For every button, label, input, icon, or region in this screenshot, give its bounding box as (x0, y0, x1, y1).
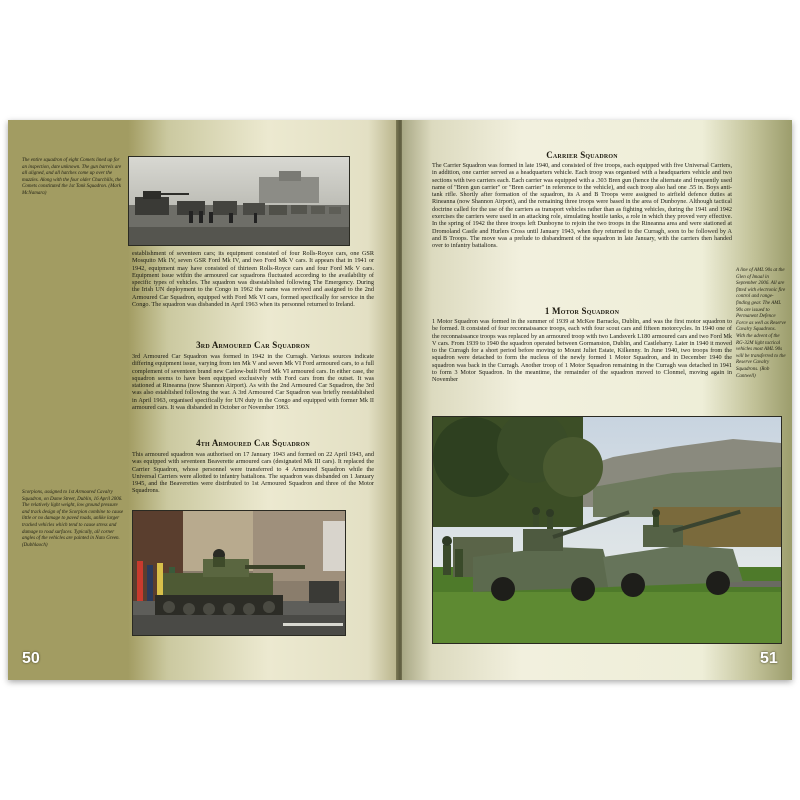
heading-4th-armoured-car-squadron: 4th Armoured Car Squadron (196, 438, 310, 448)
photo-comet-tanks (128, 156, 350, 246)
left-page (8, 120, 398, 680)
comet-tanks-image (129, 157, 349, 245)
photo-caption-side: A line of AML 90s at the Glen of Imaal in September 2006. All are fitted with electronic fire control and range-finding gear. The AML 90s are issued to Permanent Defence Force as well as Reserve Cavalry Squadrons. With the advent of the RG-32M light tactical vehicles most AML 90s will be transferred to the Reserve Cavalry Squadrons. (Rob Cantwell) (736, 268, 786, 379)
page-number-left: 50 (22, 650, 40, 667)
photo-scorpion-tank (132, 510, 346, 636)
page-number-right: 51 (760, 650, 778, 667)
heading-carrier-squadron: Carrier Squadron (546, 150, 618, 160)
scorpion-tank-image (133, 511, 345, 635)
right-page (402, 120, 792, 680)
body-text-4th-squadron: This armoured squadron was authorised on 17 January 1943 and formed on 22 April 1943, and was equipped with seventeen Beaverette armoured cars (designated Mk III cars). It replaced the Carrier Squadron, whose personnel were transferred to 4 Armoured Squadron while the Universal Carriers were allotted to infantry battalions. The squadron was disbanded on 1 January 1945, and the Beaverettes were distributed to 1st Armoured Squadron and three of the Motor Squadrons. (132, 451, 374, 495)
body-text-carrier-squadron: The Carrier Squadron was formed in late 1940, and consisted of five troops, each equipped with five Universal Carriers, in addition, one carrier served as a headquarters vehicle. Each troop was organised with a headquarters vehicle and two sections with two carriers each. Each carrier was equipped with a .303 Bren gun (hence the alternate and frequently used name of "Bren gun carrier" or "Bren carrier" in reference to the vehicle), and each troop also had one .55 in. Boys anti-tank rifle. Shortly after formation of the squadron, its A and B Troops were assigned to airfield defence duties at Rineanna (now Shannon Airport), and the remaining three troops were based in the area of Dunboyne. Although tactical doctrine called for the use of the carriers as transport vehicles rather than as fighting vehicles, during the 1941 and 1942 exercises the carriers were used in an attacking role, simulating hostile tanks, a role in which they proved very effective. In the spring of 1942 the three troops left Dunboyne to rejoin the two troops in the Rineanna area and were stationed at Dromoland Castle and Hurlers Cross until January 1943, when they returned to the Curragh, soon to be followed by A and B Troops. The move was a prelude to disbandment of the squadron in late January, with the carriers then handed over to infantry battalions. (432, 162, 732, 250)
heading-1-motor-squadron: 1 Motor Squadron (544, 306, 620, 316)
body-text-1-motor-squadron: 1 Motor Squadron was formed in the summer of 1939 at McKee Barracks, Dublin, and was the first motor squadron to be formed. It consisted of four reconnaissance troops, each with four scout cars and fifteen motorcycles. In 1940 one of the reconnaissance troops was replaced by an armoured troop with two Landsverk L180 armoured cars and two Ford Mk V cars. From 1939 to 1940 the squadron operated between Gormanston, Dublin, and Castlebarry. Later in 1940 it moved to the Curragh for a short period before moving to Mount Juliet Estate, Kilkenny. In June 1940, two troops from the squadron were detached to form the nucleus of the newly formed 1 Motor Squadron, and in December 1940 the squadron was back in the Curragh. Another troop of 1 Motor Squadron remaining in the Curragh was detached in 1941 to form 3 Motor Squadron. In the meantime, the remainder of the squadron moved to Clonmel, moving again in November (432, 318, 732, 384)
aml90-vehicles-image (433, 417, 781, 643)
heading-3rd-armoured-car-squadron: 3rd Armoured Car Squadron (196, 340, 310, 350)
body-text-3rd-squadron: 3rd Armoured Car Squadron was formed in 1942 in the Curragh. Various sources indicate differing equipment issue, varying from ten Mk V and seven Mk VI Ford armoured cars, to a full complement of seventeen brand new Carlow-built Ford Mk VI armoured cars. In either case, the squadron seems to have been equipped exclusively with Ford cars from the outset. It was stationed at Rineanna (now Shannon Airport). As with the 2nd Armoured Car Squadron, the 3rd was also established following the war. A 3rd Armoured Car Squadron was briefly reestablished in April 1963, organised specifically for UN duty in the Congo and equipped with former Mk II armoured cars. It was disbanded in October or November 1963. (132, 353, 374, 412)
book-spread (8, 120, 792, 680)
photo-caption-top: The entire squadron of eight Comets lined up for an inspection, date unknown. The gun barrels are all aligned, and all hatches come up over the muzzles. Along with the four older Churchills, the Comets constituted the 1st Tank Squadron. (Mark McNamara) (22, 158, 122, 196)
body-text-continued: establishment of seventeen cars; its equipment consisted of four Rolls-Royce cars, one GSR Mosquito Mk IV, seven GSR Ford Mk IV, and two Ford Mk V cars. It appears that in 1941 or 1942, equipment may have consisted of thirteen Rolls-Royce cars and four Ford Mk V cars. Equipment issue within the armoured car squadrons fluctuated according to the availability of specific types of vehicles. The squadron was disestablished following The Emergency. During the Irish UN deployment to the Congo in 1962 the name was revived and assigned to the 2nd Armoured Car Squadron, equipped with Ford Mk VI cars, formed specifically for service in the Congo. The squadron was disbanded in April 1963 when its personnel returned to Ireland. (132, 250, 374, 309)
photo-caption-bottom: Scorpions, assigned to 1st Armoured Cavalry Squadron, on Dame Street, Dublin, 16 April 2006. The relatively light weight, low ground pressure and track design of the Scorpion combine to cause little or no damage to paved roads, unlike larger tracked vehicles which tend to cause stress and damage to road surfaces. Typically, all corner angles of the vehicles are painted in Nato Green. (Dubhlaoch) (22, 490, 124, 548)
photo-aml90-vehicles (432, 416, 782, 644)
